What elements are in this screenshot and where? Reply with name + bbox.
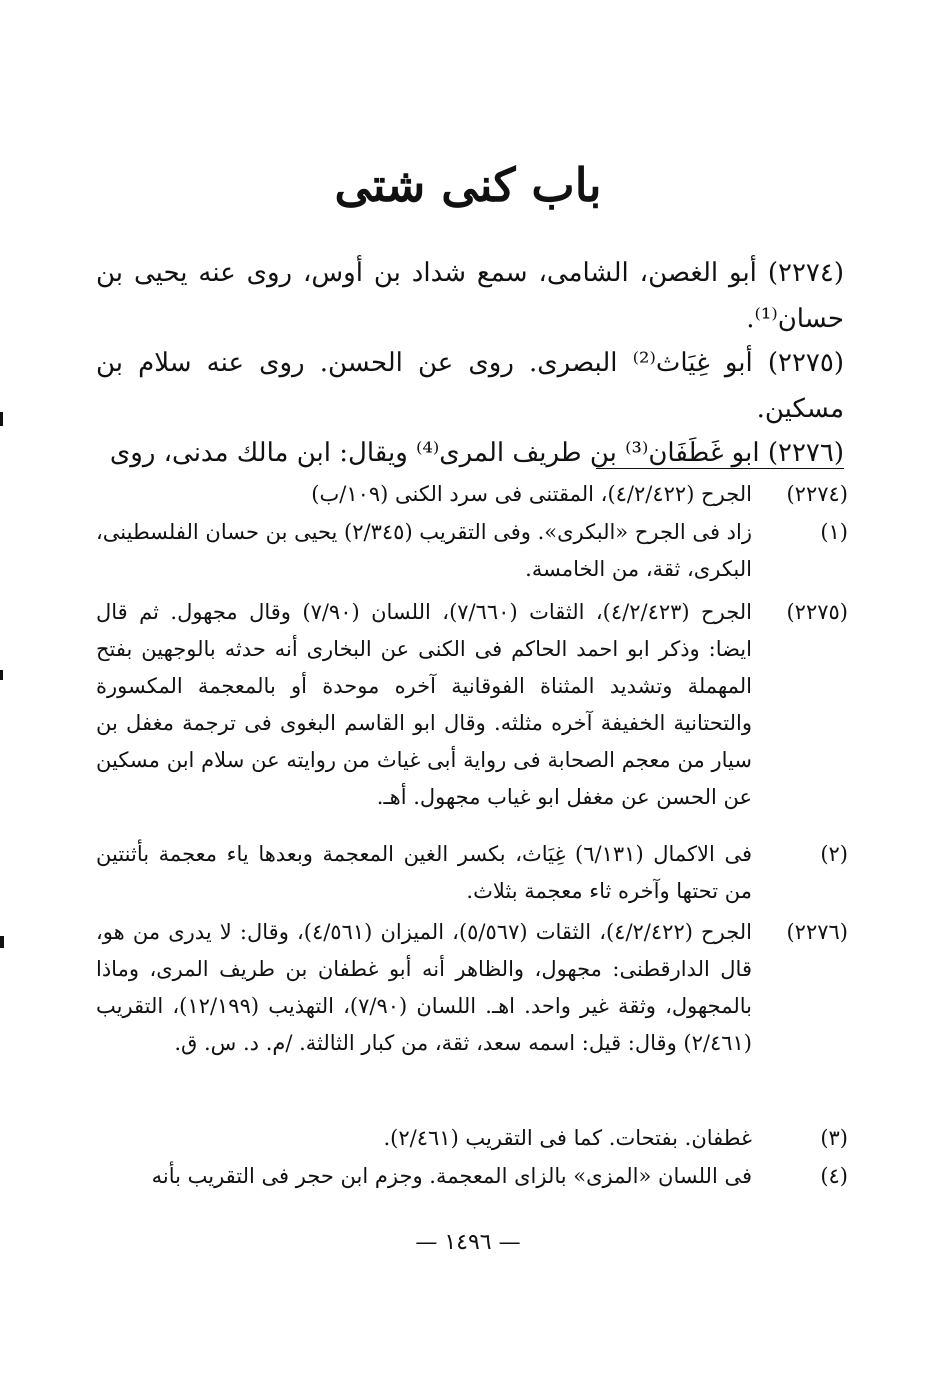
entry-2274: (٢٢٧٤) أبو الغصن، الشامى، سمع شداد بن أوس، روى عنه يحيى بن حسان⁽¹⁾. [96, 258, 844, 334]
footnote-4 [96, 1158, 848, 1195]
footnote-number: (٢٢٧٥) [786, 600, 848, 624]
footnote-number: (٣) [820, 1126, 848, 1150]
footnote-number: (٤) [820, 1164, 848, 1188]
scan-edge-mark [0, 936, 4, 948]
footnote-number: (٢٢٧٤) [786, 482, 848, 506]
footnote-text: زاد فى الجرح «البكرى». وفى التقريب (٢/٣٤٥) يحيى بن حسان الفلسطينى، البكرى، ثقة، من الخامسة. [96, 520, 752, 581]
footnote-text: الجرح (٤/٢/٤٢٢)، المقتنى فى سرد الكنى (١٠٩/ب) [311, 482, 752, 506]
footnote-number: (٢٢٧٦) [786, 920, 848, 944]
footnote-text: الجرح (٤/٢/٤٢٣)، الثقات (٧/٦٦٠)، اللسان (٧/٩٠) وقال مجهول. ثم قال ايضا: وذكر ابو احمد الحاكم فى الكنى عن البخارى أنه حدثه بالوجهين بفتح المهملة وتشديد المثناة الفوقانية آخره موحدة أو بالمعجمة المكسورة والتحتانية الخفيفة آخره مثلثه. وقال ابو القاسم البغوى فى ترجمة مغفل بن سيار من معجم الصحابة فى رواية أبى غياث من روايته عن سلام ابن مسكين عن الحسن عن مغفل ابو غياب مجهول. أهـ. [96, 600, 752, 809]
footnote-2275 [96, 594, 848, 816]
footnote-1 [96, 514, 848, 588]
page-number: — ١٤٩٦ — [415, 1230, 521, 1255]
footnote-text: غطفان. بفتحات. كما فى التقريب (٢/٤٦١). [383, 1126, 752, 1150]
footnote-text: فى اللسان «المزى» بالزاى المعجمة. وجزم ابن حجر فى التقريب بأنه [151, 1164, 752, 1188]
footnote-3 [96, 1120, 848, 1157]
footnote-text: فى الاكمال (٦/١٣١) غِيَاث، بكسر الغين المعجمة وبعدها ياء معجمة بأثنتين من تحتها وآخره ثاء معجمة بثلاث. [96, 842, 752, 903]
entry-2275: (٢٢٧٥) أبو غِيَاث⁽²⁾ البصرى. روى عن الحسن. روى عنه سلام بن مسكين. [96, 348, 844, 424]
footnote-2274 [96, 476, 848, 513]
footnote-text: الجرح (٤/٢/٤٢٢)، الثقات (٥/٥٦٧)، الميزان (٤/٥٦١)، وقال: لا يدرى من هو، قال الدارقطنى: مجهول، والظاهر أنه أبو غطفان بن طريف المرى، وماذا بالمجهول، وثقة غير واحد. اهـ. اللسان (٧/٩٠)، التهذيب (١٢/١٩٩)، التقريب (٢/٤٦١) وقال: قيل: اسمه سعد، ثقة، من كبار الثالثة. /م. د. س. ق. [96, 920, 752, 1055]
scan-edge-mark [0, 670, 3, 680]
chapter-title: باب كنى شتى [334, 158, 602, 212]
entry-2276: (٢٢٧٦) ابو غَطَفَان⁽³⁾ بن طريف المرى⁽⁴⁾ ويقال: ابن مالك مدنى، روى [109, 438, 844, 468]
footnote-number: (١) [820, 520, 848, 544]
footnote-2276 [96, 914, 848, 1062]
footnote-divider [596, 468, 844, 469]
footnote-number: (٢) [820, 842, 848, 866]
scan-edge-mark [0, 412, 3, 426]
footnote-2 [96, 836, 848, 910]
